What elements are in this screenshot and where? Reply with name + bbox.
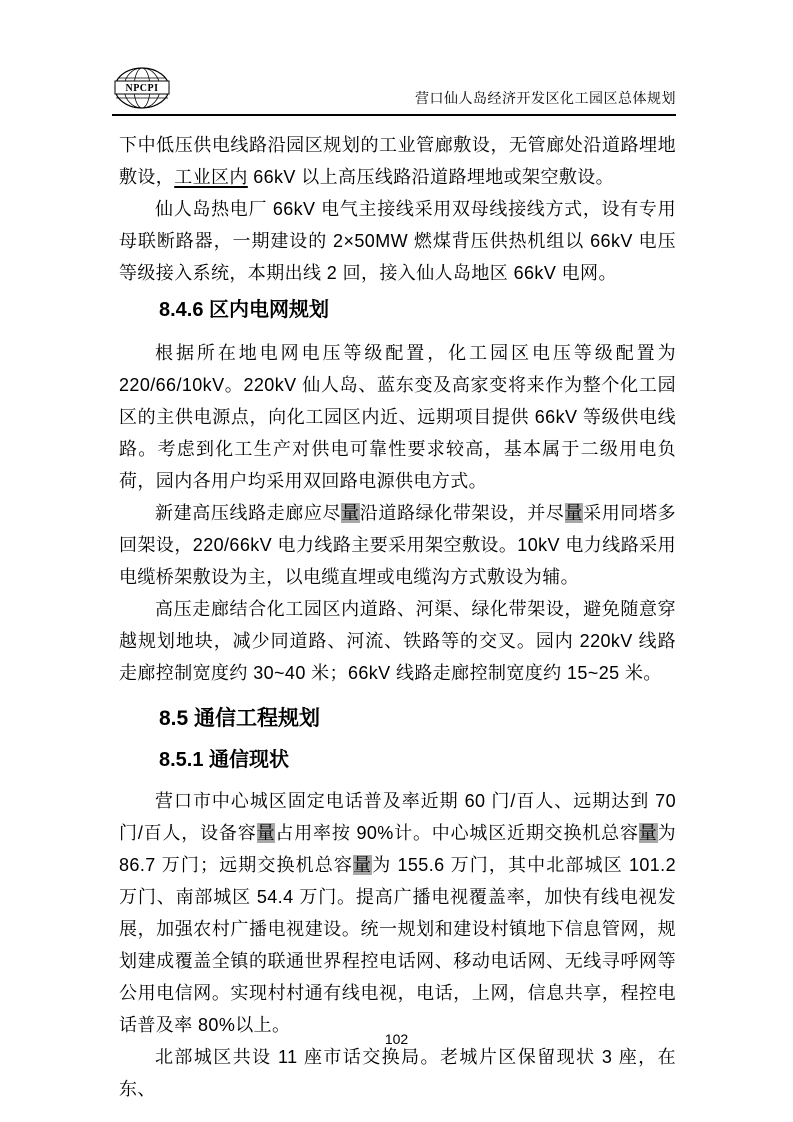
page-header bbox=[112, 0, 676, 112]
page-footer bbox=[0, 1031, 793, 1047]
heading-8-5-1: 8.5.1 通信现状 bbox=[159, 749, 290, 771]
page-number: 102 bbox=[384, 1031, 409, 1047]
npcpi-logo bbox=[112, 64, 172, 112]
globe-logo-icon bbox=[112, 64, 172, 112]
paragraph-telecom-status: 营口市中心城区固定电话普及率近期 60 门/百人、远期达到 70 门/百人，设备容量占用率按 90%计。中心城区近期交换机总容量为 86.7 万门；远期交换机总容量为 155.6 万门，其中北部城区 101.2 万门、南部城区 54.4 万门。提高广播电视覆盖率，加快有线电视发展，加强农村广播电视建设。统一规划和建设村镇地下信息管网，规划建成覆盖全镇的联通世界程控电话网、移动电话网、无线寻呼网等公用电信网。实现村村通有线电视，电话，上网，信息共享，程控电话普及率 80%以上。 bbox=[119, 791, 677, 1035]
logo-text: NPCPI bbox=[125, 83, 159, 94]
paragraph-voltage-config: 根据所在地电网电压等级配置，化工园区电压等级配置为 220/66/10kV。220kV 仙人岛、蓝东变及高家变将来作为整个化工园区的主供电源点，向化工园区内近、远期项目提供 66kV 等级供电线路。考虑到化工生产对供电可靠性要求较高，基本属于二级用电负荷，园内各用户均采用双回路电源供电方式。 bbox=[119, 343, 676, 491]
heading-8-4-6: 8.4.6 区内电网规划 bbox=[159, 299, 330, 321]
paragraph-thermal-plant: 仙人岛热电厂 66kV 电气主接线采用双母线接线方式，设有专用母联断路器，一期建设的 2×50MW 燃煤背压供热机组以 66kV 电压等级接入系统，本期出线 2 回，接入仙人岛地区 66kV 电网。 bbox=[119, 199, 676, 283]
header-title: 营口仙人岛经济开发区化工园区总体规划 bbox=[415, 92, 676, 107]
paragraph-exchange-offices: 北部城区共设 11 座市话交换局。老城片区保留现状 3 座，在东、 bbox=[119, 1047, 676, 1099]
paragraph-power-lines: 下中低压供电线路沿园区规划的工业管廊敷设，无管廊处沿道路埋地敷设，工业区内 66kV 以上高压线路沿道路埋地或架空敷设。 bbox=[119, 135, 676, 187]
page-body bbox=[119, 116, 676, 1105]
paragraph-hv-corridor: 高压走廊结合化工园区内道路、河渠、绿化带架设，避免随意穿越规划地块，减少同道路、河流、铁路等的交叉。园内 220kV 线路走廊控制宽度约 30~40 米；66kV 线路走廊控制宽度约 15~25 米。 bbox=[119, 599, 676, 683]
heading-8-5: 8.5 通信工程规划 bbox=[159, 707, 321, 730]
paragraph-line-corridor: 新建高压线路走廊应尽量沿道路绿化带架设，并尽量采用同塔多回架设，220/66kV 电力线路主要采用架空敷设。10kV 电力线路采用电缆桥架敷设为主，以电缆直埋或电缆沟方式敷设为辅。 bbox=[119, 503, 677, 587]
